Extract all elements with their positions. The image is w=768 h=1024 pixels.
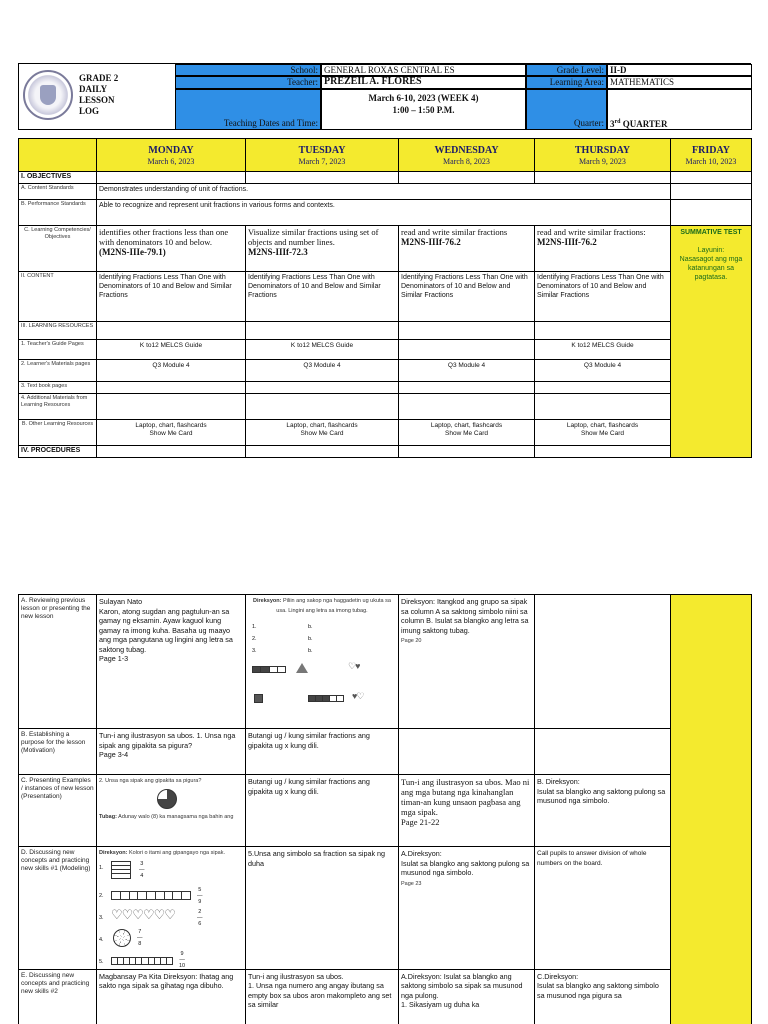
learning-area-label: Learning Area:: [526, 76, 607, 89]
directions-title: Direksyon:: [253, 598, 282, 604]
procedure-d-label: D. Discussing new concepts and practicing new skills #1 (Modeling): [19, 847, 97, 970]
competency-monday: [97, 226, 246, 272]
procedure-e-thursday: C.Direksyon: Isulat sa blangko ang saktong simbolo sa musunod nga pigura sa: [535, 969, 671, 1024]
procedure-b-row: [19, 729, 752, 775]
empty-cell: [535, 172, 671, 184]
item-number: 1.: [99, 864, 104, 871]
procedure-c-thursday: B. Direksyon: Isulat sa blangko ang saktong pulong sa musunod nga simbolo.: [535, 775, 671, 847]
procedure-d-row: [19, 847, 752, 970]
content-standards-label: A. Content Standards: [19, 184, 97, 200]
summative-test-title: SUMMATIVE TEST: [680, 229, 742, 236]
square-shape: [254, 694, 263, 703]
competency-text: Visualize similar fractions using set of objects and number lines.: [248, 227, 379, 247]
competency-thursday: [535, 226, 671, 272]
day-header-monday: [97, 139, 246, 172]
grade-level-value: II-D: [607, 64, 752, 76]
procedure-a-label: A. Reviewing previous lesson or presenting the new lesson: [19, 595, 97, 729]
other-resources-monday: [97, 420, 246, 446]
performance-standards-text: Able to recognize and represent unit fractions in various forms and contexts.: [97, 200, 671, 226]
denominator: 8: [138, 940, 142, 947]
teachers-guide-label: 1. Teacher's Guide Pages: [19, 340, 97, 360]
denominator: 6: [198, 920, 202, 927]
fraction-worksheet-illustration: [248, 616, 388, 716]
title-line-2: DAILY: [79, 84, 108, 94]
friday-summative-cell: [671, 226, 752, 458]
procedure-e-wednesday: A.Direksyon: Isulat sa blangko ang saktong simbolo sa sipak sa musunod nga pulong. 1. Sikasiyam ug duha ka: [399, 969, 535, 1024]
other-resources-thursday: [535, 420, 671, 446]
competency-code: M2NS-IIIf-72.3: [248, 247, 308, 257]
answer-text: Adunay walo (8) ka managsama nga bahin ang: [118, 813, 234, 820]
resource-line: Laptop, chart, flashcards: [566, 422, 639, 429]
resource-line: Show Me Card: [149, 430, 193, 437]
procedure-a-tuesday: [246, 595, 399, 729]
content-standards-row: [19, 184, 752, 200]
learners-materials-wednesday: Q3 Module 4: [399, 360, 535, 382]
empty-cell: [671, 184, 752, 200]
competency-wednesday: [399, 226, 535, 272]
day-date: March 7, 2023: [298, 156, 346, 166]
fraction-bar-shape: [111, 891, 191, 900]
performance-standards-row: [19, 200, 752, 226]
heart-row-shapes: ♡♡♡♡♡♡: [111, 906, 175, 922]
day-header-friday: [671, 139, 752, 172]
empty-cell: [97, 322, 246, 340]
friday-procedures-cell: [671, 595, 752, 1024]
daily-lesson-table: [18, 138, 752, 458]
resource-line: Laptop, chart, flashcards: [430, 422, 503, 429]
procedure-b-tuesday: Butangi ug / kung similar fractions ang gipakita ug x kung dili.: [246, 729, 399, 775]
procedure-e-row: [19, 969, 752, 1024]
procedure-e-monday: Magbansay Pa Kita Direksyon: Ihatag ang sakto nga sipak sa gihatag nga dibuho.: [97, 969, 246, 1024]
question-text: 2. Unsa nga sipak ang gipakita sa pigura?: [99, 778, 202, 784]
content-monday: Identifying Fractions Less Than One with Denominators of 10 and Below and Similar Fractions: [97, 272, 246, 322]
objectives-row: [19, 172, 752, 184]
empty-cell: [671, 200, 752, 226]
empty-cell: [399, 340, 535, 360]
content-tuesday: Identifying Fractions Less Than One with Denominators of 10 and Below and Similar Fractions: [246, 272, 399, 322]
dates-value: March 6-10, 2023 (WEEK 4): [368, 93, 479, 103]
teaching-dates-value: [321, 89, 526, 130]
procedure-text: A.Direksyon: Isulat sa blangko ang saktong pulong sa musunod nga simbolo.: [401, 849, 530, 877]
fraction-item-5: 9 — 10: [179, 950, 186, 969]
empty-cell: [535, 729, 671, 775]
fraction-item-2: 5 — 9: [197, 886, 203, 905]
procedure-c-tuesday: Butangi ug / kung similar fractions ang gipakita ug x kung dili.: [246, 775, 399, 847]
day-header-thursday: [535, 139, 671, 172]
day-date: March 8, 2023: [443, 156, 490, 166]
page-reference: Page 20: [401, 638, 422, 644]
procedure-text: Tun-i ang ilustrasyon sa ubos. Mao ni ang mga butang nga kinahanglan timan-an kung unsaon pagbasa ang mga sipak.: [401, 777, 530, 817]
numerator: 7: [138, 928, 142, 935]
empty-cell: [535, 446, 671, 458]
divided-circle-shape: [113, 929, 131, 947]
title-line-3: LESSON: [79, 95, 115, 105]
directions-title: Direksyon:: [99, 850, 128, 856]
competency-text: read and write similar fractions: [401, 227, 508, 237]
procedure-a-row: [19, 595, 752, 729]
procedures-row: [19, 446, 752, 458]
teachers-guide-tuesday: K to12 MELCS Guide: [246, 340, 399, 360]
content-row: [19, 272, 752, 322]
item-number: 5.: [99, 958, 104, 965]
day-date: March 6, 2023: [147, 156, 195, 166]
learners-materials-thursday: Q3 Module 4: [535, 360, 671, 382]
teaching-dates-label: Teaching Dates and Time:: [175, 89, 321, 130]
procedures-heading: IV. PROCEDURES: [19, 446, 97, 458]
grade-level-label: Grade Level:: [526, 64, 607, 76]
other-resources-wednesday: [399, 420, 535, 446]
numerator: 5: [198, 886, 202, 893]
empty-cell: [535, 595, 671, 729]
competency-text: read and write similar fractions:: [537, 227, 646, 237]
empty-cell: [399, 446, 535, 458]
learners-materials-row: [19, 360, 752, 382]
quarter-suffix: rd: [614, 119, 621, 125]
pie-fraction-circle: [157, 789, 177, 809]
directions-text: Kolori o itami ang gipangayo nga sipak.: [128, 850, 225, 856]
numerator: 2: [198, 908, 202, 915]
competencies-row: [19, 226, 752, 272]
objectives-heading: I. OBJECTIVES: [19, 172, 97, 184]
item-number: 2.: [99, 892, 104, 899]
day-header-tuesday: [246, 139, 399, 172]
fraction-item-1: 3 — 4: [139, 860, 145, 879]
learners-materials-monday: Q3 Module 4: [97, 360, 246, 382]
empty-cell: [535, 322, 671, 340]
title-line-1: GRADE 2: [79, 73, 119, 83]
additional-materials-label: 4. Additional Materials from Learning Resources: [19, 394, 97, 420]
resource-line: Laptop, chart, flashcards: [286, 422, 358, 429]
fraction-bar-shape: [308, 695, 344, 702]
day-name: THURSDAY: [574, 144, 631, 156]
additional-materials-row: [19, 394, 752, 420]
corner-cell: [19, 139, 97, 172]
empty-cell: [246, 322, 399, 340]
directions-line: [99, 849, 243, 859]
empty-cell: [535, 394, 671, 420]
deped-seal-logo: [23, 70, 73, 120]
answer-label: Tubag:: [99, 813, 117, 820]
empty-cell: [399, 172, 535, 184]
procedures-table: [18, 594, 752, 1024]
procedure-c-label: C. Presenting Examples / instances of new lesson (Presentation): [19, 775, 97, 847]
empty-cell: [535, 382, 671, 394]
performance-standards-label: B. Performance Standards: [19, 200, 97, 226]
empty-cell: [97, 446, 246, 458]
day-name: MONDAY: [148, 144, 194, 156]
content-thursday: Identifying Fractions Less Than One with Denominators of 10 and Below and Similar Fractions: [535, 272, 671, 322]
procedure-text: Tun-i ang ilustrasyon sa ubos. 1. Unsa nga sipak ang gipakita sa pigura?: [99, 731, 236, 750]
teachers-guide-thursday: K to12 MELCS Guide: [535, 340, 671, 360]
learners-materials-label: 2. Learner's Materials pages: [19, 360, 97, 382]
empty-cell: [399, 382, 535, 394]
other-resources-label: B. Other Learning Resources: [19, 420, 97, 446]
content-standards-text: Demonstrates understanding of unit of fractions.: [97, 184, 671, 200]
fraction-item-3: 2 — 6: [197, 908, 203, 927]
quarter-number: 3: [610, 119, 615, 129]
procedure-c-row: [19, 775, 752, 847]
school-label: School:: [175, 64, 321, 76]
content-label: II. CONTENT: [19, 272, 97, 322]
procedure-a-monday: Sulayan Nato Karon, atong sugdan ang pagtulun-an sa gamay ng eksamin. Ayaw kaguol kung gamay ra imong kuha. Basaha ug maayo ang mga pangutana ug lingini ang letra sa saktong tubag. Page 1-3: [97, 595, 246, 729]
textbook-row: [19, 382, 752, 394]
empty-cell: [246, 382, 399, 394]
content-wednesday: Identifying Fractions Less Than One with Denominators of 10 and Below and Similar Fractions: [399, 272, 535, 322]
pie-illustration: [99, 787, 239, 813]
procedure-a-wednesday: [399, 595, 535, 729]
empty-cell: [246, 394, 399, 420]
item-number: 4.: [99, 936, 104, 943]
denominator: 10: [179, 962, 186, 969]
fraction-bar-shape: [252, 666, 286, 673]
resource-line: Show Me Card: [300, 430, 344, 437]
empty-cell: [399, 322, 535, 340]
empty-cell: [399, 394, 535, 420]
procedure-c-wednesday: [399, 775, 535, 847]
learning-area-value: MATHEMATICS: [607, 76, 752, 89]
teacher-value: PREZEIL A. FLORES: [321, 76, 526, 89]
day-name: TUESDAY: [298, 144, 346, 156]
resource-line: Show Me Card: [445, 430, 488, 437]
learners-materials-tuesday: Q3 Module 4: [246, 360, 399, 382]
learning-resources-label: III. LEARNING RESOURCES: [19, 322, 97, 340]
quarter-word: QUARTER: [622, 119, 668, 129]
empty-cell: [97, 382, 246, 394]
goal-text: Nasasagot ang mga katanungan sa pagtatasa.: [679, 256, 743, 281]
time-value: 1:00 – 1:50 P.M.: [392, 105, 455, 115]
procedure-text: Direksyon: Itangkod ang grupo sa sipak sa column A sa saktong simbolo niini sa column B. Isulat sa blangko ang letra sa imung saktong tubag.: [401, 597, 529, 635]
empty-cell: [671, 172, 752, 184]
procedure-e-tuesday: Tun-i ang ilustrasyon sa ubos. 1. Unsa nga numero ang angay ibutang sa empty box sa ubos aron makompleto ang set sa similar: [246, 969, 399, 1024]
goal-label: Layunin:: [697, 247, 725, 254]
resource-line: Laptop, chart, flashcards: [135, 422, 207, 429]
dll-title: [79, 73, 189, 117]
fraction-item-4: 7 — 8: [137, 928, 143, 947]
procedure-d-thursday: Call pupils to answer division of whole numbers on the board.: [535, 847, 671, 970]
day-header-row: [19, 139, 752, 172]
header-info-grid: [175, 64, 752, 130]
procedure-d-wednesday: [399, 847, 535, 970]
empty-cell: [97, 394, 246, 420]
procedure-c-monday: [97, 775, 246, 847]
day-name: WEDNESDAY: [434, 144, 499, 156]
teacher-label: Teacher:: [175, 76, 321, 89]
quarter-value: [607, 89, 752, 130]
numerator: 3: [140, 860, 144, 867]
procedure-b-label: B. Establishing a purpose for the lesson (Motivation): [19, 729, 97, 775]
procedure-d-monday: [97, 847, 246, 970]
quarter-label: Quarter:: [526, 89, 607, 130]
page-reference: Page 21-22: [401, 817, 440, 827]
teachers-guide-row: [19, 340, 752, 360]
denominator: 4: [140, 872, 144, 879]
empty-cell: [399, 729, 535, 775]
answer-line: [99, 813, 243, 823]
heart-shapes: ♡♥: [348, 661, 360, 671]
fraction-column-b: b. b. b.: [308, 624, 313, 654]
directions-text: Piliin ang sakop nga haggadetin ug ukuta sa usa. Lingini ang letra sa imong tubag.: [276, 598, 391, 614]
title-line-4: LOG: [79, 106, 100, 116]
teachers-guide-monday: K to12 MELCS Guide: [97, 340, 246, 360]
learning-resources-row: [19, 322, 752, 340]
competency-code: M2NS-IIIf-76.2: [537, 237, 597, 247]
day-header-wednesday: [399, 139, 535, 172]
day-name: FRIDAY: [692, 144, 730, 156]
empty-cell: [246, 446, 399, 458]
stacked-bar-shape: [111, 861, 131, 879]
other-resources-row: [19, 420, 752, 446]
procedure-b-monday: [97, 729, 246, 775]
fraction-column-a: 1. 2. 3.: [252, 624, 257, 654]
item-number: 3.: [99, 914, 104, 921]
denominator: 9: [198, 898, 202, 905]
textbook-label: 3. Text book pages: [19, 382, 97, 394]
school-value: GENERAL ROXAS CENTRAL ES: [321, 64, 526, 76]
competency-code: M2NS-IIIf-76.2: [401, 237, 461, 247]
empty-cell: [246, 172, 399, 184]
other-resources-tuesday: [246, 420, 399, 446]
numerator: 9: [180, 950, 184, 957]
triangle-shape: [296, 663, 308, 673]
resource-line: Show Me Card: [581, 430, 624, 437]
procedure-d-tuesday: 5.Unsa ang simbolo sa fraction sa sipak ng duha: [246, 847, 399, 970]
coloring-exercise-illustration: [99, 859, 239, 967]
empty-cell: [97, 172, 246, 184]
competency-code: (M2NS-IIIe-79.1): [99, 247, 166, 257]
competency-tuesday: [246, 226, 399, 272]
page-reference: Page 3-4: [99, 750, 129, 759]
competencies-label: C. Learning Competencies/ Objectives: [19, 226, 97, 272]
page-reference: Page 23: [401, 880, 422, 887]
fraction-bar-shape: [111, 957, 173, 965]
competency-text: identifies other fractions less than one with denominators 10 and below.: [99, 227, 229, 247]
worksheet-directions: [248, 597, 396, 616]
day-date: March 9, 2023: [579, 156, 626, 166]
procedure-e-label: E. Discussing new concepts and practicing new skills #2: [19, 969, 97, 1024]
heart-shapes: ♥♡: [352, 691, 364, 701]
header: [18, 63, 751, 130]
day-date: March 10, 2023: [685, 156, 737, 166]
